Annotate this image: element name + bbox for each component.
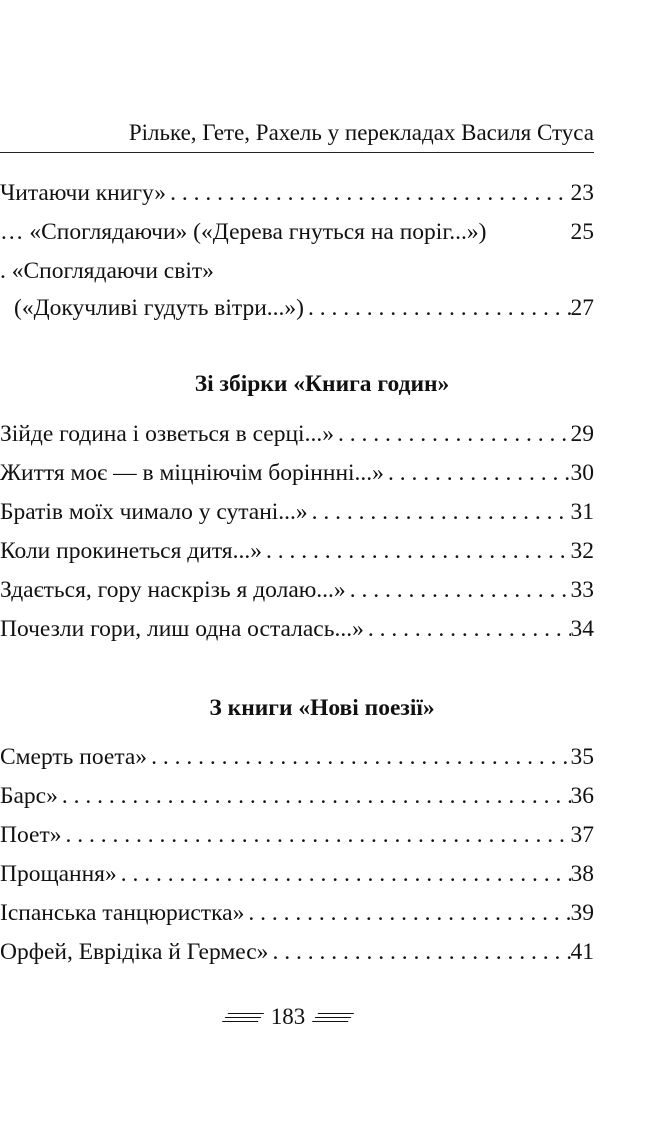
dot-leader [262, 533, 571, 569]
toc-entry-title: Зійде година і озветься в серці...» [0, 421, 334, 447]
toc-entry-page: 23 [570, 180, 594, 206]
dot-leader [244, 895, 570, 931]
toc-entry-page: 29 [570, 421, 594, 447]
toc-entry-page: 27 [570, 295, 594, 321]
toc-entry-page: 39 [570, 900, 594, 926]
toc-entry-page: 33 [570, 577, 594, 603]
toc-entry [0, 494, 594, 530]
toc-entry-title: Читаючи книгу» [0, 180, 167, 206]
toc-entry-title: Іспанська танцюристка» [0, 900, 245, 926]
toc-entry-page: 34 [570, 616, 594, 642]
decorative-rule-left [222, 1013, 264, 1022]
toc-entry [0, 778, 594, 814]
page-folio [218, 1000, 358, 1034]
toc-entry-page: 36 [570, 783, 594, 809]
toc-entry [0, 455, 594, 491]
dot-leader [61, 817, 570, 853]
page-number: 183 [270, 1004, 306, 1029]
toc-entry [0, 817, 594, 853]
toc-entry-page: 25 [570, 219, 594, 245]
toc-entry [0, 416, 594, 452]
toc-entry [0, 739, 594, 775]
toc-entry [0, 533, 594, 569]
toc-entry-title: Прощання» [0, 861, 117, 887]
toc-entry-title: Коли прокинеться дитя...» [0, 538, 262, 564]
toc-entry [0, 253, 594, 289]
toc-entry-page: 41 [570, 939, 594, 965]
dot-leader [117, 856, 571, 892]
toc-entry [0, 934, 594, 970]
toc-entry-title: Братів моїх чимало у сутані...» [0, 499, 308, 525]
toc-entry [0, 214, 594, 250]
toc-entry-page: 31 [570, 499, 594, 525]
toc-entry-page: 38 [570, 861, 594, 887]
dot-leader [166, 175, 570, 211]
dot-leader [58, 778, 571, 814]
toc-entry [0, 175, 594, 211]
section-heading: З книги «Нові поезії» [209, 695, 435, 721]
toc-entry-title: Почезли гори, лиш одна осталась...» [0, 616, 364, 642]
toc-entry-title: Поет» [0, 822, 62, 848]
toc-entry [0, 895, 594, 931]
toc-entry-title: Життя моє — в міцніючім боріннні...» [0, 460, 384, 486]
toc-entry-title: Барс» [0, 783, 58, 809]
dot-leader [147, 739, 570, 775]
toc-entry [0, 611, 594, 647]
dot-leader [346, 572, 571, 608]
toc-entry-page: 35 [570, 744, 594, 770]
running-header [0, 114, 594, 153]
toc-entry-title: Смерть поета» [0, 744, 148, 770]
dot-leader [308, 494, 571, 530]
toc-entry-title: . «Споглядаючи світ» [0, 258, 214, 284]
decorative-rule-right [312, 1013, 354, 1022]
toc-entry [0, 290, 594, 326]
dot-leader [384, 455, 571, 491]
dot-leader [268, 934, 570, 970]
toc-entry-title: … «Споглядаючи» («Дерева гнуться на поріг...») [0, 219, 487, 245]
toc-entry-page: 37 [570, 822, 594, 848]
toc-entry [0, 572, 594, 608]
toc-entry-page: 32 [570, 538, 594, 564]
dot-leader [304, 290, 571, 326]
toc-entry-page: 30 [570, 460, 594, 486]
section-heading: Зі збірки «Книга годин» [194, 371, 450, 397]
dot-leader [364, 611, 571, 647]
toc-entry [0, 856, 594, 892]
toc-entry-title: («Докучливі гудуть вітри...») [14, 295, 304, 321]
toc-entry-title: Орфей, Еврідіка й Гермес» [0, 939, 269, 965]
running-title: Рільке, Гете, Рахель у перекладах Василя Стуса [128, 120, 594, 145]
dot-leader [334, 416, 571, 452]
toc-entry-title: Здається, гору наскрізь я долаю...» [0, 577, 346, 603]
